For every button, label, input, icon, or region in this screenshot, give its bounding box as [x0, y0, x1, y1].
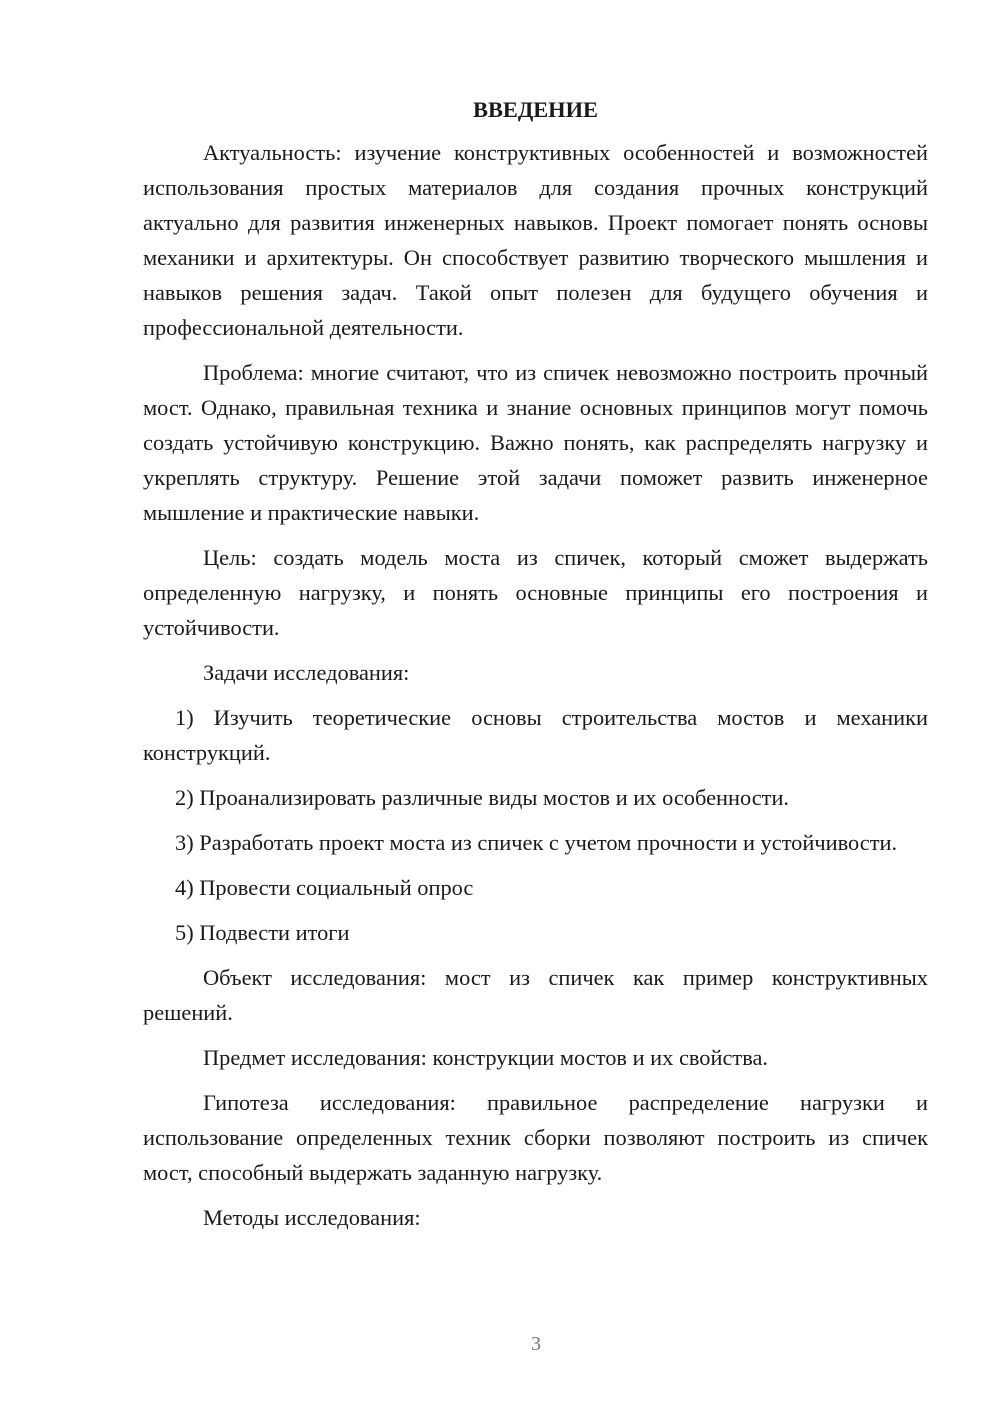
hypothesis-paragraph: Гипотеза исследования: правильное распределение нагрузки и использование определенных техник сборки позволяют построить из спичек мост, способный выдержать заданную нагрузку. — [143, 1090, 928, 1185]
problem-paragraph: Проблема: многие считают, что из спичек невозможно построить прочный мост. Однако, правильная техника и знание основных принципов могут помочь создать устойчивую конструкцию. Важно понять, как распределять нагрузку и укреплять структуру. Решение этой задачи поможет развить инженерное мышление и практические навыки. — [143, 360, 928, 525]
object-paragraph: Объект исследования: мост из спичек как пример конструктивных решений. — [143, 965, 928, 1025]
page-number: 3 — [531, 1333, 541, 1355]
task-item-2: 2) Проанализировать различные виды мостов и их особенности. — [175, 785, 790, 810]
task-item-3: 3) Разработать проект моста из спичек с учетом прочности и устойчивости. — [175, 830, 898, 855]
page-content — [143, 95, 928, 1245]
relevance-paragraph: Актуальность: изучение конструктивных особенностей и возможностей использования простых материалов для создания прочных конструкций актуально для развития инженерных навыков. Проект помогает понять основы механики и архитектуры. Он способствует развитию творческого мышления и навыков решения задач. Такой опыт полезен для будущего обучения и профессиональной деятельности. — [143, 140, 928, 340]
subject-paragraph: Предмет исследования: конструкции мостов и их свойства. — [203, 1045, 769, 1070]
task-item-5: 5) Подвести итоги — [175, 920, 350, 945]
task-item-1: 1) Изучить теоретические основы строительства мостов и механики конструкций. — [143, 705, 928, 765]
goal-paragraph: Цель: создать модель моста из спичек, который сможет выдержать определенную нагрузку, и понять основные принципы его построения и устойчивости. — [143, 545, 928, 640]
tasks-heading: Задачи исследования: — [203, 660, 410, 685]
task-item-4: 4) Провести социальный опрос — [175, 875, 474, 900]
page-title: ВВЕДЕНИЕ — [473, 97, 598, 122]
methods-heading: Методы исследования: — [203, 1205, 421, 1230]
